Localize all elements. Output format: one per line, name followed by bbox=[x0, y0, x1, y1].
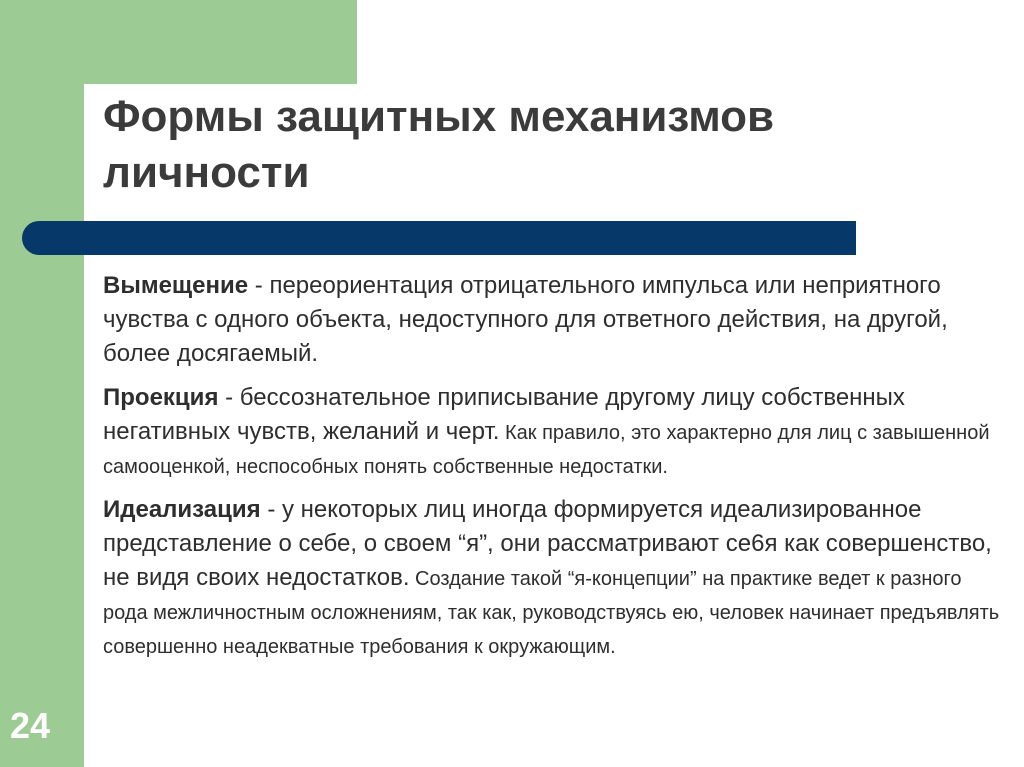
note-idealization: Создание такой “я-концепции” на практике ведет к разного рода межличностным осложнениям, так как, руководствуясь ею, человек начинает предъявлять совершенно неадекватные требования к окружающим. bbox=[103, 568, 1000, 658]
paragraph-idealization bbox=[103, 493, 1003, 663]
term-projection: Проекция bbox=[103, 384, 219, 411]
definition-projection: - бессознательное приписывание другому лицу собственных негативных чувств, желаний и черт. bbox=[103, 384, 905, 445]
slide-number: 24 bbox=[10, 705, 51, 746]
green-side-strip bbox=[0, 84, 84, 767]
definition-displacement: - переориентация отрицательного импульса или неприятного чувства с одного объекта, недоступного для ответного действия, на другой, более досягаемый. bbox=[103, 272, 948, 367]
paragraph-projection bbox=[103, 381, 1003, 483]
term-idealization: Идеализация bbox=[103, 496, 261, 523]
note-projection: Как правило, это характерно для лиц с завышенной самооценкой, неспособных понять собственные недостатки. bbox=[103, 422, 990, 478]
title-underline-bar bbox=[22, 221, 856, 255]
slide-title: Формы защитных механизмов личности bbox=[103, 92, 775, 197]
term-displacement: Вымещение bbox=[103, 272, 249, 299]
slide-body bbox=[103, 269, 1003, 673]
definition-idealization: - у некоторых лиц иногда формируется идеализированное представление о себе, о своем “я”, они рассматривают се6я как совершенство, не видя своих недостатков. bbox=[103, 496, 992, 591]
paragraph-displacement bbox=[103, 269, 1003, 371]
green-corner-block bbox=[0, 0, 357, 84]
